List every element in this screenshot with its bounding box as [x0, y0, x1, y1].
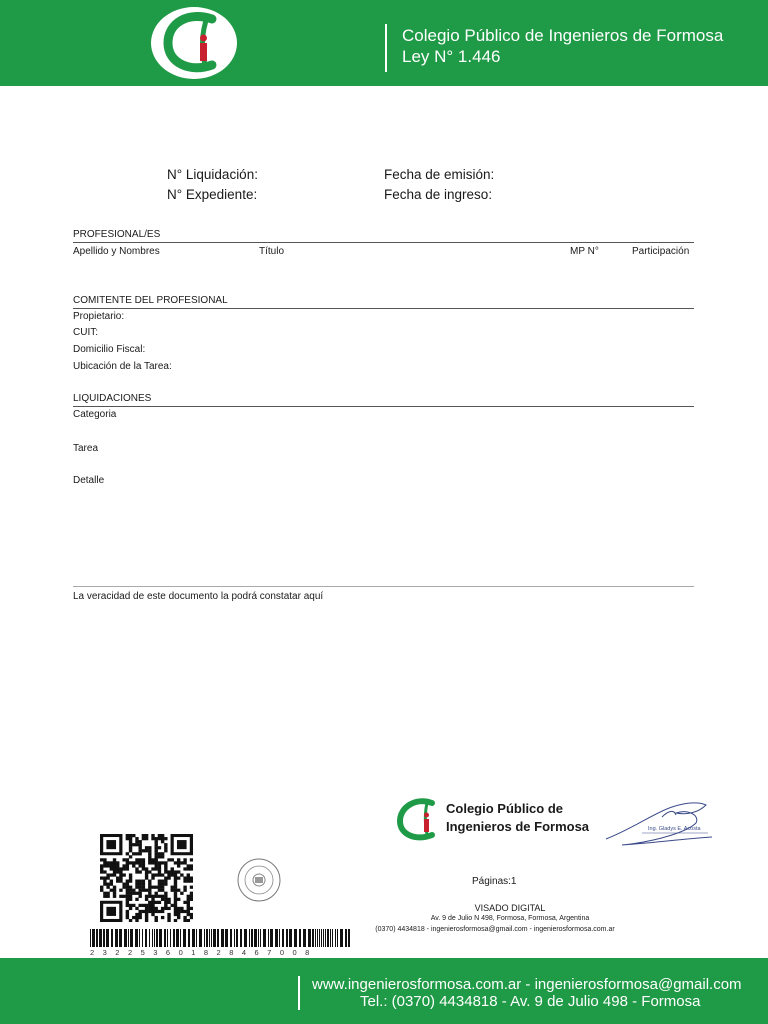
- header-subtitle: Ley N° 1.446: [402, 47, 501, 66]
- qr-code[interactable]: [100, 834, 193, 922]
- visado-digital: VISADO DIGITAL: [474, 903, 546, 913]
- footer-web-email: www.ingenierosformosa.com.ar - ingenierosformosa@gmail.com: [312, 976, 742, 993]
- fecha-ingreso-label: Fecha de ingreso:: [384, 187, 493, 202]
- categoria-label: Categoria: [73, 409, 117, 420]
- profesionales-heading: PROFESIONAL/ES: [73, 229, 161, 240]
- pages-info: [472, 876, 516, 887]
- expediente-label: N° Expediente:: [167, 187, 258, 202]
- barcode-digits: 2 3 2 2 5 3 6 0 1 8 2 8 4 6 7 0 0 8: [90, 948, 313, 957]
- veracity-note: La veracidad de este documento la podrá constatar aquí: [73, 591, 324, 602]
- pages-label: Páginas:: [472, 876, 511, 887]
- comitente-heading: COMITENTE DEL PROFESIONAL: [73, 295, 228, 306]
- propietario-label: Propietario:: [73, 311, 125, 322]
- col-titulo: Título: [259, 246, 285, 257]
- col-apellido-nombres: Apellido y Nombres: [73, 246, 160, 257]
- domicilio-label: Domicilio Fiscal:: [73, 344, 146, 355]
- col-mp: MP N°: [570, 246, 599, 257]
- logo-emblem: [150, 5, 242, 81]
- barcode[interactable]: [90, 929, 352, 947]
- detalle-rule: [73, 586, 694, 587]
- liquidaciones-heading: LIQUIDACIONES: [73, 393, 152, 404]
- stamp-address: Av. 9 de Julio N 498, Formosa, Formosa, Argentina: [430, 915, 590, 922]
- stamp-contact: (0370) 4434818 - ingenierosformosa@gmail.com - ingenierosformosa.com.ar: [375, 926, 615, 933]
- footer-tel-address: Tel.: (0370) 4434818 - Av. 9 de Julio 498 - Formosa: [360, 993, 701, 1010]
- stamp-logo-line1: Colegio Público de: [446, 801, 564, 816]
- header-title: Colegio Público de Ingenieros de Formosa: [402, 26, 724, 45]
- comitente-rule: [73, 308, 694, 309]
- header-divider: [385, 24, 387, 72]
- signer-name: Ing. Gladys E. Acosta: [648, 826, 701, 832]
- footer-divider: [298, 976, 300, 1010]
- pages-value: 1: [510, 876, 517, 887]
- profesionales-rule: [73, 242, 694, 243]
- round-seal: [236, 857, 282, 903]
- stamp-logo-emblem: [394, 795, 440, 843]
- detalle-label: Detalle: [73, 475, 105, 486]
- liquidacion-label: N° Liquidación:: [167, 167, 258, 182]
- fecha-emision-label: Fecha de emisión:: [384, 167, 495, 182]
- col-participacion: Participación: [632, 246, 690, 257]
- ubicacion-label: Ubicación de la Tarea:: [73, 361, 172, 372]
- liquidaciones-rule: [73, 406, 694, 407]
- stamp-logo-line2: Ingenieros de Formosa: [446, 819, 590, 834]
- tarea-label: Tarea: [73, 443, 99, 454]
- signature: [602, 793, 718, 851]
- cuit-label: CUIT:: [73, 327, 98, 338]
